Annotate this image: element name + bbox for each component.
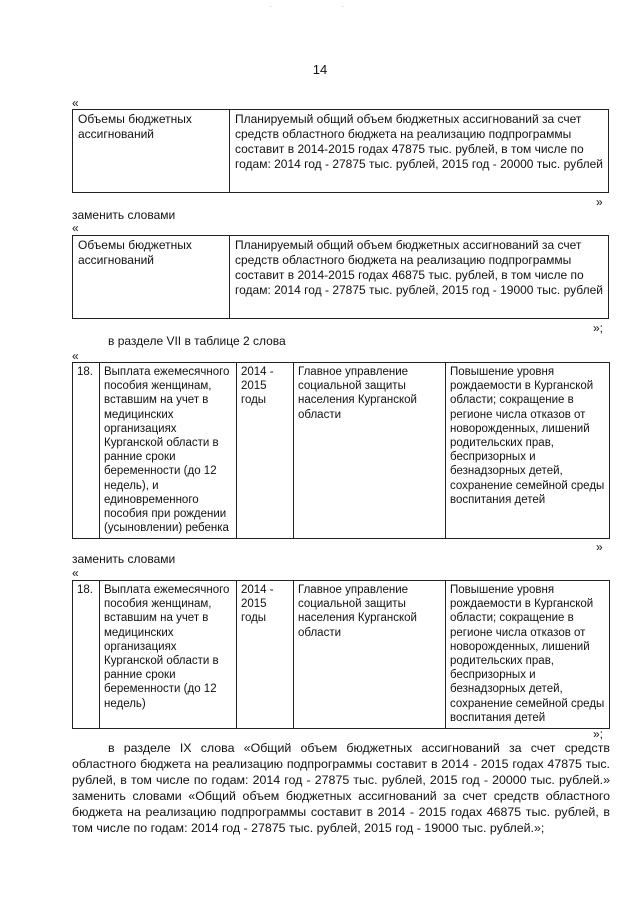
- section9-paragraph: в разделе IX слова «Общий объем бюджетных ассигнований за счет средств областного бюджета на реализацию подпрограммы составит в 2014 - 2015 годах 47875 тыс. рублей, в том числе по годам: 2014 год - 27875 тыс. рублей, 2015 год - 20000 тыс. рублей.» заменить словами «Общий объем бюджетных ассигнований за счет средств областного бюджета на реализацию подпрограммы составит в 2014 - 2015 годах 46875 тыс. рублей, в том числе по годам: 2014 год - 27875 тыс. рублей, 2015 год - 19000 тыс. рублей.»;: [72, 741, 610, 835]
- old-volume-table: [72, 109, 609, 193]
- executor-cell: Главное управление социальной защиты населения Курганской области: [294, 581, 446, 729]
- open-quote: «: [72, 566, 79, 580]
- scan-specks: ·​·: [270, 4, 414, 10]
- term-cell: 2014 - 2015 годы: [237, 581, 294, 729]
- close-quote: »: [596, 195, 603, 209]
- close-quote-semicolon: »;: [593, 321, 604, 335]
- new-measure-table: [72, 580, 610, 729]
- row-text: Планируемый общий объем бюджетных ассигнований за счет средств областного бюджета на реализацию подпрограммы составит в 2014-2015 годах 47875 тыс. рублей, в том числе по годам: 2014 год - 27875 тыс. рублей, 2015 год - 20000 тыс. рублей: [230, 110, 609, 193]
- table-row: [73, 236, 609, 319]
- old-measure-table: [72, 362, 610, 539]
- replace-with-label: заменить словами: [72, 208, 176, 222]
- measure-cell: Выплата ежемесячного пособия женщинам, вставшим на учет в медицинских организациях Курганской области в ранние сроки беременности (до 12 недель), и единовременного пособия при рождении (усыновлении) ребенка: [100, 363, 237, 539]
- row-label: Объемы бюджетных ассигнований: [73, 110, 230, 193]
- row-number: 18.: [73, 363, 100, 539]
- new-volume-table: [72, 235, 609, 319]
- row-number: 18.: [73, 581, 100, 729]
- result-cell: Повышение уровня рождаемости в Курганской области; сокращение в регионе числа отказов от новорожденных, лишений родительских прав, беспризорных и безнадзорных детей, сохранение семейной среды воспитания детей: [446, 581, 610, 729]
- measure-cell: Выплата ежемесячного пособия женщинам, вставшим на учет в медицинских организациях Курганской области в ранние сроки беременности (до 12 недель): [100, 581, 237, 729]
- section7-intro: в разделе VII в таблице 2 слова: [108, 334, 286, 348]
- open-quote: «: [72, 349, 79, 363]
- row-label: Объемы бюджетных ассигнований: [73, 236, 230, 319]
- executor-cell: Главное управление социальной защиты населения Курганской области: [294, 363, 446, 539]
- close-quote: »: [596, 540, 603, 554]
- table-row: [73, 110, 609, 193]
- row-text: Планируемый общий объем бюджетных ассигнований за счет средств областного бюджета на реализацию подпрограммы составит в 2014-2015 годах 46875 тыс. рублей, в том числе по годам: 2014 год - 27875 тыс. рублей, 2015 год - 19000 тыс. рублей: [230, 236, 609, 319]
- close-quote-semicolon: »;: [593, 727, 604, 741]
- result-cell: Повышение уровня рождаемости в Курганской области; сокращение в регионе числа отказов от новорожденных, лишений родительских прав, беспризорных и безнадзорных детей, сохранение семейной среды воспитания детей: [446, 363, 610, 539]
- replace-with-label: заменить словами: [72, 552, 176, 566]
- term-cell: 2014 - 2015 годы: [237, 363, 294, 539]
- open-quote: «: [72, 96, 79, 110]
- table-row: [73, 581, 610, 729]
- table-row: [73, 363, 610, 539]
- page-number: 14: [312, 62, 328, 77]
- open-quote: «: [72, 221, 79, 235]
